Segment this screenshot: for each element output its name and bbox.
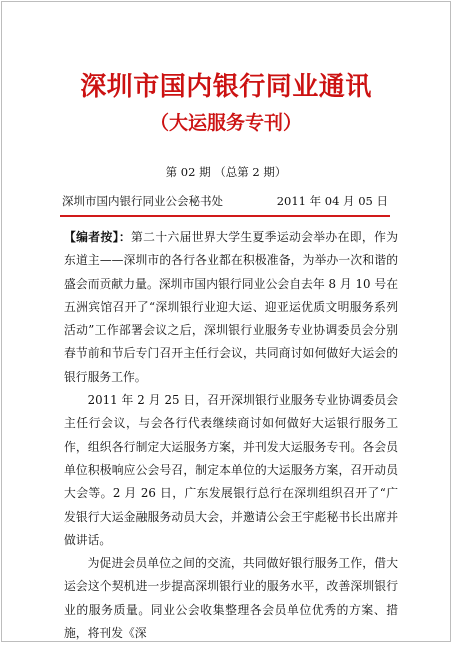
publisher-date-row: [62, 193, 388, 209]
issue-number: 第 02 期 （总第 2 期）: [165, 165, 287, 179]
header-divider: [60, 215, 390, 217]
newsletter-title: 深圳市国内银行同业通讯: [80, 72, 372, 102]
document-page: [1, 1, 451, 642]
publisher: 深圳市国内银行同业公会秘书处: [62, 194, 223, 208]
paragraph-1: [64, 226, 398, 389]
newsletter-subtitle: （大运服务专刊）: [149, 112, 302, 134]
paragraph-3: 为促进会员单位之间的交流，共同做好银行服务工作，借大运会这个契机进一步提高深圳银行业的服务水平，改善深圳银行业的服务质量。同业公会收集整理各会员单位优秀的方案、措施，将刊发《深: [64, 556, 398, 641]
article-body: [64, 226, 398, 645]
editor-note-label: 【编者按】：: [64, 230, 132, 244]
paragraph-2: 2011 年 2 月 25 日，召开深圳银行业服务专业协调委员会主任行会议，与会各行代表继续商讨如何做好大运银行服务工作，组织各行制定大运服务方案，并刊发大运服务专刊。各会员单位积极响应公会号召，制定本单位的大运服务方案，召开动员大会等。2 月 26 日，广东发展银行总行在深圳组织召开了“广发银行大运金融服务动员大会，并邀请公会王宇彪秘书长出席并做讲话。: [64, 393, 398, 547]
paragraph-1-text: 第二十六届世界大学生夏季运动会举办在即，作为东道主——深圳市的各行各业都在积极准备，为举办一次和谐的盛会而贡献力量。深圳市国内银行同业公会自去年 8 月 10 号在五洲宾馆召开了“深圳银行业迎大运、迎亚运优质文明服务系列活动”工作部署会议之后，深圳银行业服务专业协调委员会分别春节前和节后专门召开主任行会议，共同商讨如何做好大运会的银行服务工作。: [64, 230, 398, 384]
publish-date: 2011 年 04 月 05 日: [276, 194, 388, 208]
